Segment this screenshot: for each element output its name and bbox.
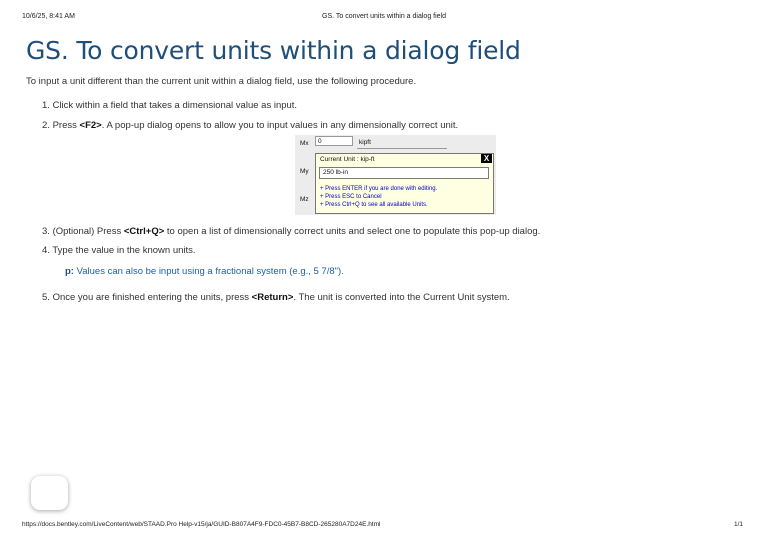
print-header-title: GS. To convert units within a dialog field (322, 13, 446, 20)
close-icon: X (481, 154, 492, 163)
my-label: My (300, 168, 309, 175)
step-number: 5. (42, 292, 50, 303)
step-number: 2. (42, 120, 50, 131)
step-3 (42, 226, 540, 237)
step-text-continued: . A pop-up dialog opens to allow you to input values in any dimensionally correct unit. (101, 120, 459, 131)
step-text: Type the value in the known units. (52, 245, 196, 256)
footer-url: https://docs.bentley.com/LiveContent/web/STAAD.Pro Help-v15/ja/GUID-B807A4F9-FDC0-45B7-B8CD-265280A7D24E.html (22, 521, 381, 528)
page-title: GS. To convert units within a dialog field (26, 36, 521, 65)
step-1 (42, 100, 297, 111)
unit-popup-screenshot (295, 135, 496, 215)
step-text: Click within a field that takes a dimensional value as input. (52, 100, 298, 111)
tip-note (65, 266, 344, 277)
key-f2: <F2> (79, 120, 102, 131)
hint-enter: + Press ENTER if you are done with editing. (320, 186, 438, 192)
hint-ctrl-q: + Press Ctrl+Q to see all available Units. (320, 202, 428, 208)
step-number: 4. (42, 245, 50, 256)
print-date: 10/6/25, 8:41 AM (22, 13, 75, 20)
mx-unit: kipft (359, 139, 371, 146)
note-label: p: (65, 266, 74, 277)
intro-paragraph: To input a unit different than the current unit within a dialog field, use the following procedure. (26, 76, 417, 87)
hint-esc: + Press ESC to Cancel (320, 194, 382, 200)
unit-popup (315, 153, 494, 214)
step-text-continued: to open a list of dimensionally correct units and select one to populate this pop-up dialog. (164, 226, 541, 237)
step-4 (42, 245, 196, 256)
floating-action-button[interactable] (31, 476, 68, 510)
field-divider (357, 148, 447, 149)
unit-value-field: 250 lb-in (319, 167, 489, 179)
key-return: <Return> (251, 292, 294, 303)
page-number: 1/1 (733, 521, 743, 528)
mx-label: Mx (300, 140, 309, 147)
step-text-continued: . The unit is converted into the Current Unit system. (293, 292, 510, 303)
step-2 (42, 120, 458, 131)
step-text: Press (52, 120, 80, 131)
note-text: Values can also be input using a fractional system (e.g., 5 7/8"). (76, 266, 344, 277)
key-ctrl-q: <Ctrl+Q> (123, 226, 165, 237)
current-unit-label: Current Unit : kip-ft (320, 156, 375, 163)
step-5 (42, 292, 510, 303)
step-text: Once you are finished entering the units, press (52, 292, 252, 303)
step-text: (Optional) Press (52, 226, 124, 237)
mz-label: Mz (300, 196, 309, 203)
mx-field: 0 (315, 136, 353, 146)
step-number: 3. (42, 226, 50, 237)
step-number: 1. (42, 100, 50, 111)
